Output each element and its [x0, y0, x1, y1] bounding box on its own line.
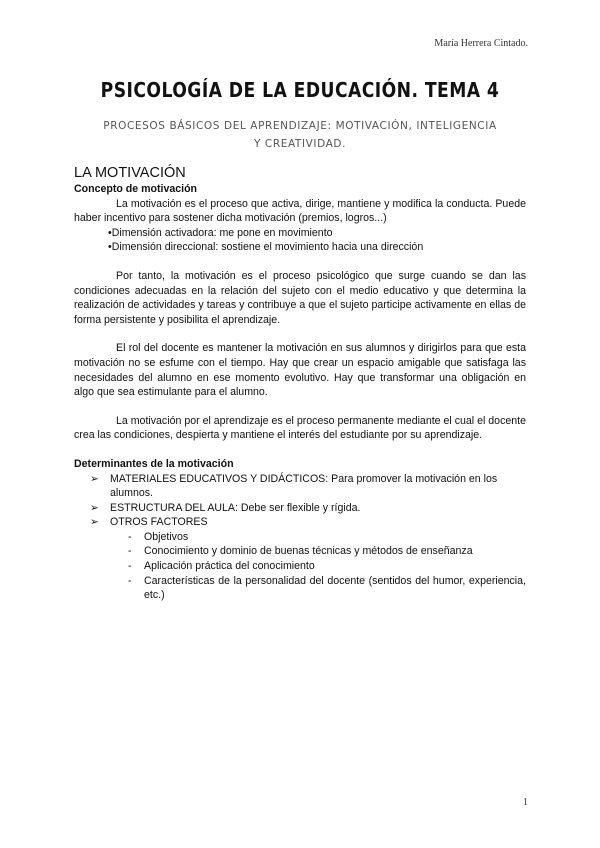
page-number: 1 [523, 797, 528, 808]
author-name: María Herrera Cintado. [434, 38, 528, 49]
body-paragraph: El rol del docente es mantener la motivación en sus alumnos y dirigirlos para que esta motivación no se esfume con el tiempo. Hay que crear un espacio amigable que satisfaga las necesidades del alumno en ese momento evolutivo. Hay que transformar una obligación en algo que sea estimulante para el alumno. [74, 342, 526, 399]
arrow-bullet-icon: ➢ [90, 501, 99, 514]
determinant-item [74, 472, 526, 501]
determinant-text: OTROS FACTORES [110, 516, 208, 529]
determinant-item [74, 515, 526, 603]
factor-item [110, 544, 526, 559]
arrow-bullet-icon: ➢ [90, 472, 99, 485]
body-paragraph: Por tanto, la motivación es el proceso psicológico que surge cuando se dan las condiciones adecuadas en la relación del sujeto con el medio educativo y que determina la realización de actividades y tareas y contribuye a que el sujeto participe activamente en ellas de forma persistente y posibilita el aprendizaje. [74, 269, 526, 326]
factor-text: Aplicación práctica del conocimiento [144, 560, 315, 573]
dimension-item: • Dimensión direccional: sostiene el movimiento hacia una dirección [108, 240, 526, 255]
determinant-text: MATERIALES EDUCATIVOS Y DIDÁCTICOS: Para promover la motivación en los alumnos. [110, 472, 498, 500]
dimension-list [74, 226, 526, 255]
determinants-heading: Determinantes de la motivación [74, 457, 234, 470]
determinant-item [74, 501, 526, 516]
dash-bullet: - [128, 574, 132, 587]
page-subtitle: PROCESOS BÁSICOS DEL APRENDIZAJE: MOTIVACIÓN, INTELIGENCIA Y CREATIVIDAD. [103, 120, 497, 150]
dash-bullet: - [128, 560, 132, 573]
factor-text: Objetivos [144, 530, 189, 543]
factor-item [110, 530, 526, 545]
other-factors-list [110, 530, 526, 603]
document-body [74, 165, 526, 603]
dimension-item: • Dimensión activadora: me pone en movimiento [108, 226, 526, 241]
factor-item [110, 574, 526, 603]
determinants-list [74, 472, 526, 603]
concept-heading: Concepto de motivación [74, 183, 198, 195]
body-paragraph: La motivación por el aprendizaje es el proceso permanente mediante el cual el docente crea las condiciones, despierta y mantiene el interés del estudiante por su aprendizaje. [74, 414, 526, 442]
concept-paragraph: La motivación es el proceso que activa, dirige, mantiene y modifica la conducta. Puede haber incentivo para sostener dicha motivación (premios, logros...) [74, 197, 526, 225]
factor-text: Conocimiento y dominio de buenas técnicas y métodos de enseñanza [144, 545, 473, 558]
section-heading: LA MOTIVACIÓN [74, 165, 186, 181]
dash-bullet: - [128, 545, 132, 558]
dash-bullet: - [128, 530, 132, 543]
factor-text: Características de la personalidad del docente (sentidos del humor, experiencia, etc.) [144, 574, 526, 602]
determinant-text: ESTRUCTURA DEL AULA: Debe ser flexible y rígida. [110, 501, 361, 514]
page-title: PSICOLOGÍA DE LA EDUCACIÓN. TEMA 4 [100, 78, 500, 102]
factor-item [110, 559, 526, 574]
arrow-bullet-icon: ➢ [90, 516, 99, 529]
